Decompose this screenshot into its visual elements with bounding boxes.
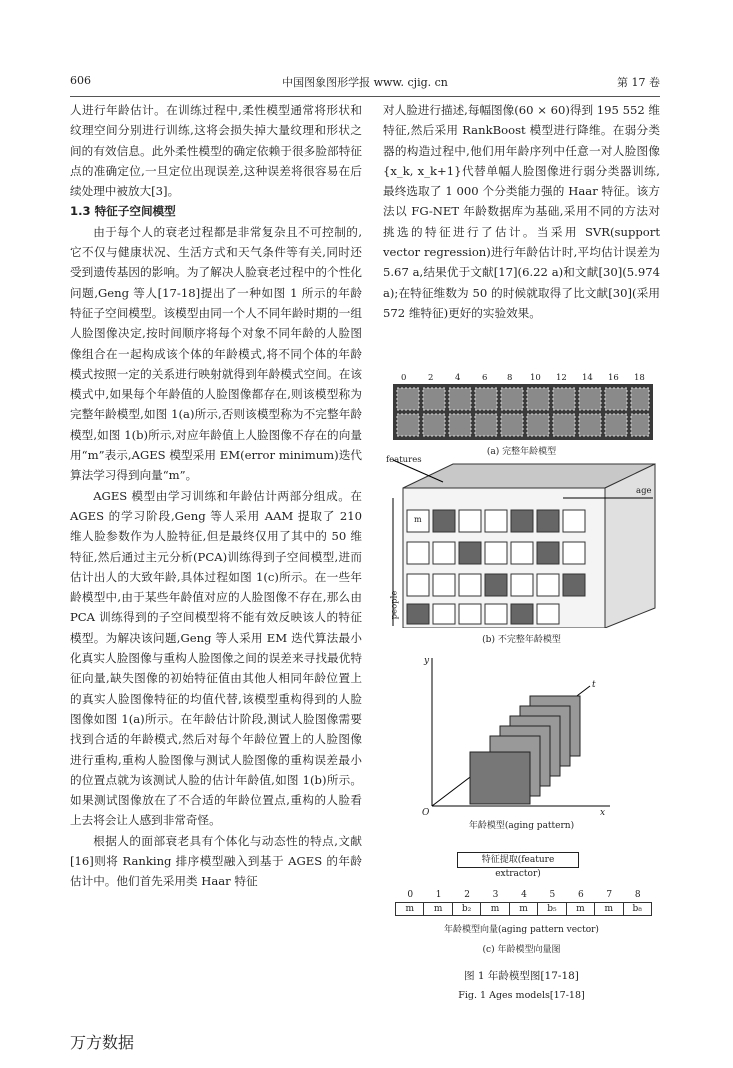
vector-cell: m [509,902,538,916]
section-heading: 1.3 特征子空间模型 [70,204,176,219]
aging-pattern-vector [396,902,652,916]
vector-index: 7 [606,890,613,900]
vector-index-row [396,890,652,900]
age-tick: 14 [582,373,593,383]
paragraph: 对人脸进行描述,每幅图像(60 × 60)得到 195 552 维特征,然后采用 RankBoost 模型进行降维。在弱分类器的构造过程中,他们用年龄序列中任意一对人脸图像{x_k, x_k+1}代替单幅人脸图像进行弱分类器训练,最终选取了 1 000 个分类能力强的 Haar 特征。该方法以 FG-NET 年龄数据库为基础,采用不同的方法对挑选的特征进行了估计。当采用 SVR(support vector regression)进行年龄估计时,平均估计误差为 5.67 a,结果优于文献[17](6.22 a)和文献[30](5.974 a);在特征维数为 50 的时候就取得了比文献[30](采用 572 维特征)更好的实验效果。 [383,103,660,320]
footer-watermark: 万方数据 [70,1033,135,1052]
vector-index: 5 [549,890,556,900]
age-tick: 4 [455,373,461,383]
vector-index: 1 [435,890,442,900]
age-tick: 0 [401,373,407,383]
age-axis-label: age [636,486,652,496]
vector-index: 2 [464,890,470,900]
incomplete-aging-pattern-cube [383,458,660,628]
feature-extractor-box: 特征提取(feature extractor) [457,852,579,868]
paragraph: AGES 模型由学习训练和年龄估计两部分组成。在 AGES 的学习阶段,Geng 等人采用 AAM 提取了 210 维人脸参数作为人脸特征,但是最终仅用了其中的 50 维特征,然后通过主元分析(PCA)训练得到子空间模型,进而估计出人的大致年龄,具体过程如图 1(c)所示。在一些年龄模型中,由于某些年龄值对应的人脸图像不存在,那么由 PCA 训练得到的子空间模型将不能有效反映该人的特征模型。为解决该问题,Geng 等人采用 EM 迭代算法最小化真实人脸图像与重构人脸图像之间的误差来寻找最优特征向量,缺失图像的初始特征值由其他人相同年龄位置上的真实人脸图像特征的均值代替,该模型重构得到的人脸图像如图 1(a)所示。在年龄估计阶段,测试人脸图像需要找到合适的年龄模式,然后对每个年龄位置上的人脸图像进行重构,重构人脸图像与测试人脸图像的重构误差最小的位置点就为该测试人脸的估计年龄值,如图 1(b)所示。如果测试图像放在了不合适的年龄位置点,重构的人脸看上去将会让人感到非常奇怪。 [70,488,362,828]
features-axis-label: features [386,455,422,465]
vector-cell: b₅ [537,902,566,916]
paragraph: 根据人的面部衰老具有个体化与动态性的特点,文献[16]则将 Ranking 排序模型融入到基于 AGES 的年龄估计中。他们首先采用类 Haar 特征 [70,833,362,889]
vector-cell: m [395,902,424,916]
age-tick: 10 [530,373,541,383]
vector-cell: m [566,902,595,916]
caption-c: (c) 年龄模型向量图 [482,945,561,955]
origin-label: O [422,808,430,818]
vector-index: 3 [492,890,499,900]
vector-cell: m [423,902,452,916]
right-column [383,100,660,323]
left-column [70,100,362,892]
figure-title-en: Fig. 1 Ages models[17-18] [458,990,585,1001]
paragraph: 人进行年龄估计。在训练过程中,柔性模型通常将形状和纹理空间分别进行训练,这将会损失掉大量纹理和形状之间的有效信息。此外柔性模型的确定依赖于很多脸部特征点的准确定位,一旦定位出现误差,这种误差将很容易在后续处理中被放大[3]。 [70,103,362,199]
vector-cell: m [480,902,509,916]
x-axis-label: x [600,808,606,818]
complete-aging-pattern-grid [393,384,653,440]
header-rule [70,96,660,97]
vector-cell: b₈ [623,902,652,916]
y-axis-label: y [424,656,430,666]
figure-title-cn: 图 1 年龄模型图[17-18] [464,970,579,982]
vector-cell: b₂ [452,902,481,916]
page-number: 606 [70,74,91,87]
caption-a: (a) 完整年龄模型 [486,447,557,457]
volume-label: 第 17 卷 [617,76,660,89]
vector-index: 6 [577,890,584,900]
paragraph: 由于每个人的衰老过程都是非常复杂且不可控制的,它不仅与健康状况、生活方式和天气条件等有关,同时还受到遗传基因的影响。为了解决人脸衰老过程中的个性化问题,Geng 等人[17-18]提出了一种如图 1 所示的年龄特征子空间模型。该模型由同一个人不同年龄时期的一组人脸图像决定,按时间顺序将每个对象不同年龄的人脸图像组合在一起构成该个体的年龄模式,将不同个体的年龄模式按照一定的关系进行映射就得到年龄模式空间。在该模式中,如果每个年龄值的人脸图像都存在,则该模型称为完整年龄模型,如图 1(a)所示,否则该模型称为不完整年龄模型,如图 1(b)所示,对应年龄值上人脸图像不存在的向量用“m”表示,AGES 模型采用 EM(error minimum)迭代算法学习得到向量“m”。 [70,224,362,483]
caption-b: (b) 不完整年龄模型 [482,635,561,645]
age-tick: 18 [634,373,645,383]
age-tick: 12 [556,373,567,383]
vector-index: 0 [407,890,414,900]
age-tick: 6 [482,373,488,383]
vector-cell: m [594,902,623,916]
aging-pattern-label: 年龄模型(aging pattern) [468,821,575,831]
vector-label: 年龄模型向量(aging pattern vector) [444,925,599,935]
people-axis-label: people [389,590,400,620]
age-tick: 16 [608,373,619,383]
vector-index: 4 [521,890,527,900]
journal-name: 中国图象图形学报 www. cjig. cn [282,76,448,89]
page-header [70,74,660,96]
age-tick: 8 [507,373,513,383]
vector-index: 8 [634,890,641,900]
aging-pattern-stack [420,656,620,814]
age-tick: 2 [428,373,434,383]
t-axis-label: t [592,680,596,690]
missing-marker: m [414,515,422,524]
